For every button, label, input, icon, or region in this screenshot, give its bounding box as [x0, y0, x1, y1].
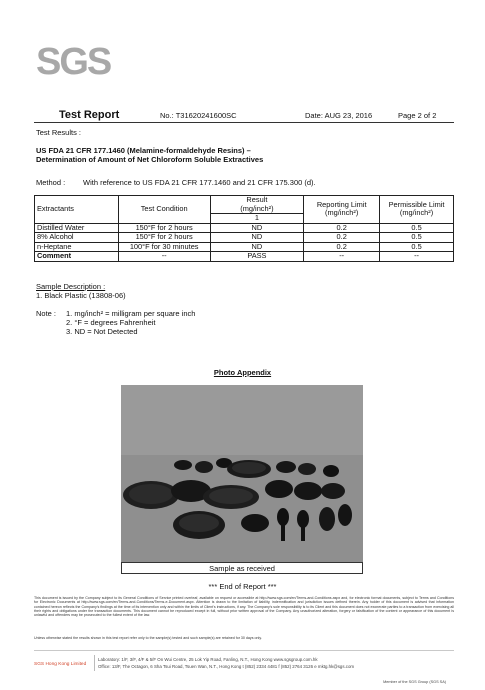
comment-label: Comment [35, 252, 119, 262]
permissible-cell: 0.5 [380, 233, 454, 243]
results-table [34, 195, 454, 262]
sample-heading: Sample Description : [36, 282, 106, 291]
footer-laboratory: Laboratory: 1/F, 3/F, 4/F & 5/F On Wui Centre, 25 Lok Yip Road, Fanling, N.T., Hong Kong www.sgsgroup.com.hk [98, 657, 318, 662]
condition-cell: 150°F for 2 hours [118, 233, 210, 243]
col-result-unit: (mg/inch²) [240, 203, 274, 213]
photo-heading: Photo Appendix [213, 368, 272, 377]
extractant-cell: Distilled Water [35, 223, 119, 233]
sgs-logo-mark [36, 40, 111, 83]
result-cell: ND [210, 223, 304, 233]
note-1: 1. mg/inch² = milligram per square inch [66, 309, 196, 318]
footer-member: Member of the SGS Group (SGS SA) [383, 680, 446, 684]
method-label: Method : [36, 178, 66, 187]
comment-permissible: -- [380, 252, 454, 262]
sample-photo [121, 385, 363, 562]
footer-divider [34, 650, 454, 651]
col-permissible-label: Permissible Limit [388, 199, 445, 209]
header-divider [34, 122, 454, 123]
footer-company: SGS Hong Kong Limited [34, 662, 87, 667]
condition-cell: 150°F for 2 hours [118, 223, 210, 233]
sample-number: 1 [210, 214, 304, 224]
tableware-illustration [121, 385, 363, 562]
test-results-label: Test Results : [36, 128, 82, 137]
page-number: Page 2 of 2 [398, 111, 437, 120]
table-row [35, 233, 454, 243]
col-permissible-limit [380, 196, 454, 224]
comment-reporting: -- [304, 252, 380, 262]
note-2: 2. °F = degrees Fahrenheit [66, 318, 156, 327]
logo-text: SGS [36, 41, 111, 83]
col-result-label: Result [246, 195, 268, 204]
result-cell: ND [210, 233, 304, 243]
footer-separator [94, 655, 95, 671]
permissible-cell: 0.5 [380, 223, 454, 233]
method-text: With reference to US FDA 21 CFR 177.1460 and 21 CFR 175.300 (d). [83, 178, 316, 187]
table-row [35, 242, 454, 252]
reporting-cell: 0.2 [304, 223, 380, 233]
result-cell: ND [210, 242, 304, 252]
col-result [210, 196, 304, 214]
report-date: Date: AUG 23, 2016 [305, 111, 373, 120]
end-of-report: *** End of Report *** [208, 582, 277, 591]
extractant-cell: n-Heptane [35, 242, 119, 252]
standard-line-1: US FDA 21 CFR 177.1460 (Melamine-formaldehyde Resins) – [36, 146, 251, 155]
condition-cell: 100°F for 30 minutes [118, 242, 210, 252]
col-permissible-unit: (mg/inch²) [399, 208, 434, 218]
comment-condition: -- [118, 252, 210, 262]
col-extractants: Extractants [35, 196, 119, 224]
col-reporting-limit [304, 196, 380, 224]
table-header-row [35, 196, 454, 214]
permissible-cell: 0.5 [380, 242, 454, 252]
col-reporting-label: Reporting Limit [316, 199, 367, 209]
note-label: Note : [36, 309, 57, 318]
fine-print-terms: This document is issued by the Company subject to its General Conditions of Service printed overleaf, available on request or accessible at http://www.sgs.com/en/Terms-and-Conditions.aspx and, for electronic format documents, subject to Terms and Conditions for Electronic Documents at http://www.sgs.com/en/Terms-and-Conditions/Terms-e-Document.aspx. Attention is drawn to the limitation of liability, indemnification and jurisdiction issues defined therein. Any holder of this document is advised that information contained hereon reflects the Company's findings at the time of its intervention only and within the limits of Client's instructions, if any. The Company's sole responsibility is to its Client and this document does not exonerate parties to a transaction from exercising all their rights and obligations under the transaction documents. This document cannot be reproduced except in full, without prior written approval of the Company. Any unauthorized alteration, forgery or falsification of the content or appearance of this document is unlawful and offenders may be prosecuted to the fullest extent of the law. [34, 596, 454, 618]
standard-line-2: Determination of Amount of Net Chloroform Soluble Extractives [36, 155, 264, 164]
comment-row [35, 252, 454, 262]
fine-print-retention: Unless otherwise stated the results shown in this test report refer only to the sample(s) tested and such sample(s) are retained for 30 days only. [34, 636, 262, 640]
report-number: No.: T31620241600SC [160, 111, 237, 120]
table-row [35, 223, 454, 233]
photo-caption: Sample as received [121, 562, 363, 574]
sample-item: 1. Black Plastic (13808-06) [36, 291, 126, 300]
col-test-condition: Test Condition [118, 196, 210, 224]
comment-result: PASS [210, 252, 304, 262]
report-title: Test Report [59, 109, 120, 121]
note-3: 3. ND = Not Detected [66, 327, 138, 336]
reporting-cell: 0.2 [304, 233, 380, 243]
col-reporting-unit: (mg/inch²) [325, 208, 359, 218]
reporting-cell: 0.2 [304, 242, 380, 252]
sgs-logo [36, 40, 111, 83]
extractant-cell: 8% Alcohol [35, 233, 119, 243]
footer-office: Office: 13/F, The Octagon, 6 Sha Tsui Road, Tsuen Wan, N.T., Hong Kong t (852) 2334 4481 f (852) 2764 3126 e mktg.hk@sgs.com [98, 664, 355, 669]
